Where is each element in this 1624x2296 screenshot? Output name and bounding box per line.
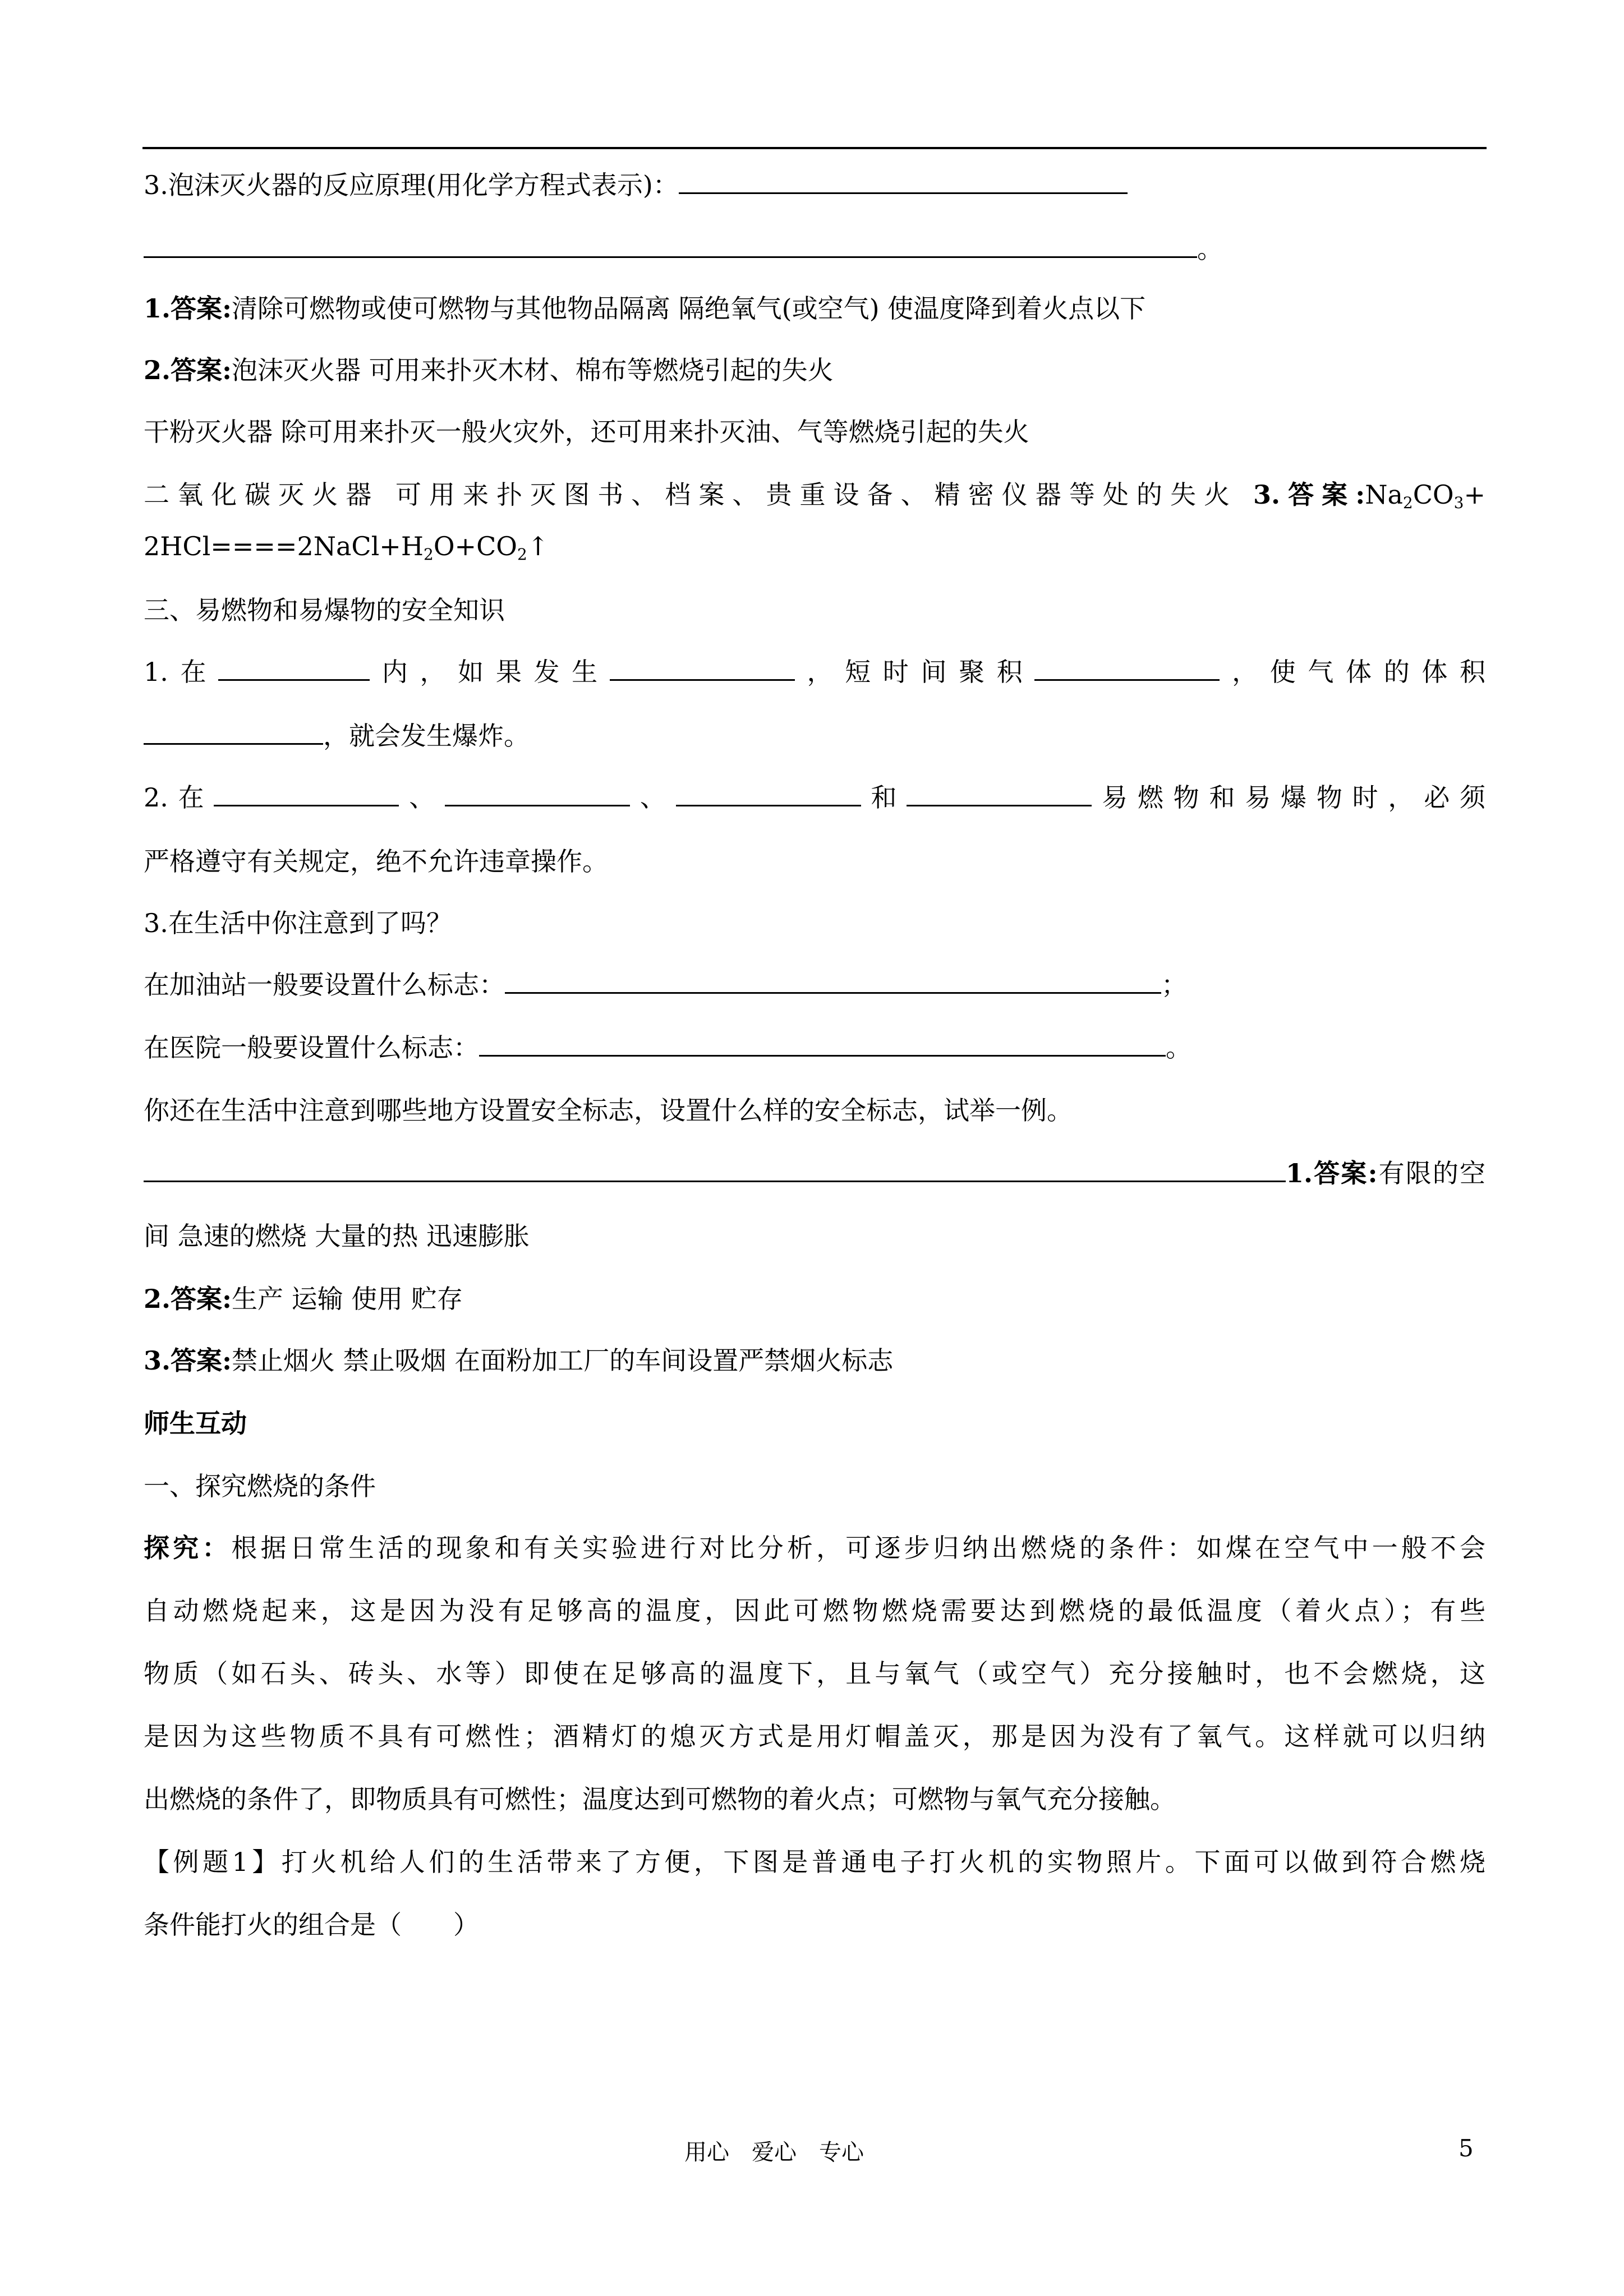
section-heading: 三、易燃物和易爆物的安全知识: [144, 595, 505, 625]
q3-title: 3.在生活中你注意到了吗？: [144, 908, 452, 938]
answer-blank[interactable]: [1034, 659, 1220, 681]
equation-line: $2HCl====2NaCl+H_2O+CO_2↑$: [144, 531, 549, 564]
example-question-continuation: 条件能打火的组合是（ ）: [144, 1910, 479, 1940]
explore-paragraph-line: 是因为这些物质不具有可燃性；酒精灯的熄灭方式是用灯帽盖灭，那是因为没有了氧气。这样就可以归纳: [144, 1721, 1485, 1751]
answer-label: 2.答案:: [144, 1284, 232, 1314]
q3-other-blank-and-answer-1: [144, 1156, 1485, 1190]
explore-paragraph-line: 出燃烧的条件了，即物质具有可燃性；温度达到可燃物的着火点；可燃物与氧气充分接触。: [144, 1784, 1176, 1814]
answer-text: 二氧化碳灭火器 可用来扑灭图书、档案、贵重设备、精密仪器等处的失火: [144, 480, 1238, 510]
answer-2: [144, 1282, 463, 1316]
footer-motto: 用心 爱心 专心: [684, 2140, 864, 2165]
answer-blank[interactable]: [479, 1035, 1166, 1057]
answer-2-co2: [144, 478, 1485, 520]
answer-blank[interactable]: [445, 785, 630, 806]
q3-continuation: [144, 232, 1223, 266]
answer-2: [144, 353, 834, 387]
answer-text: 清除可燃物或使可燃物与其他物品隔离 隔绝氧气(或空气) 使温度降到着火点以下: [232, 293, 1146, 324]
answer-blank[interactable]: [144, 723, 323, 745]
answer-blank[interactable]: [679, 172, 1128, 194]
q3-foam-extinguisher: [144, 168, 1128, 202]
answer-blank[interactable]: [505, 972, 1161, 994]
explore-label: 探究：: [144, 1533, 232, 1563]
answer-label: 1.答案:: [1286, 1158, 1378, 1188]
explore-paragraph-line: 物质（如石头、砖头、水等）即使在足够高的温度下，且与氧气（或空气）充分接触时，也不会燃烧，这: [144, 1658, 1485, 1689]
answer-text: 泡沫灭火器 可用来扑灭木材、棉布等燃烧引起的失火: [232, 355, 834, 385]
sub-heading: 一、探究燃烧的条件: [144, 1471, 376, 1501]
answer-text: 禁止烟火 禁止吸烟 在面粉加工厂的车间设置严禁烟火标志: [232, 1345, 894, 1376]
answer-text: 生产 运输 使用 贮存: [232, 1284, 463, 1314]
explore-paragraph-line: 探究：根据日常生活的现象和有关实验进行对比分析，可逐步归纳出燃烧的条件：如煤在空气中一般不会: [144, 1533, 1486, 1563]
answer-label: 3.答案:: [1253, 480, 1365, 510]
punctuation: 。: [1197, 234, 1223, 264]
q3-hospital: 在医院一般要设置什么标志： 。: [144, 1032, 1191, 1063]
example-question: 【例题1】打火机给人们的生活带来了方便，下图是普通电子打火机的实物照片。下面可以做到符合燃烧: [144, 1847, 1485, 1877]
answer-text: 干粉灭火器 除可用来扑灭一般火灾外，还可用来扑灭油、气等燃烧引起的失火: [144, 417, 1029, 447]
answer-blank[interactable]: [214, 785, 399, 806]
answer-blank[interactable]: [218, 659, 370, 681]
answer-blank[interactable]: [676, 785, 861, 806]
answer-label: 2.答案:: [144, 355, 232, 385]
answer-1: [144, 292, 1145, 325]
page-number: 5: [1459, 2134, 1474, 2162]
q2-handling: 2.在 、 、 和 易燃物和易爆物时，必须: [144, 782, 1486, 813]
answer-blank[interactable]: [610, 659, 795, 681]
answer-blank[interactable]: [907, 785, 1092, 806]
answer-label: 1.答案:: [144, 293, 232, 324]
header-rule: [142, 147, 1487, 149]
q3-gas-station: 在加油站一般要设置什么标志： ；: [144, 970, 1187, 1000]
equation-part: $Na_2CO_3+$: [1365, 480, 1485, 512]
q1-continuation: ，就会发生爆炸。: [144, 719, 530, 753]
q1-explosion: 1.在 内，如果发生 ，短时间聚积 ，使气体的体积: [144, 657, 1486, 687]
answer-3: [144, 1344, 893, 1377]
answer-1-continuation: 间 急速的燃烧 大量的热 迅速膨胀: [144, 1221, 530, 1251]
answer-label: 3.答案:: [144, 1345, 232, 1376]
question-text: 3.泡沫灭火器的反应原理(用化学方程式表示)：: [144, 170, 679, 200]
interaction-heading: 师生互动: [144, 1408, 247, 1439]
up-arrow-icon: ↑: [527, 531, 549, 561]
explore-paragraph-line: 自动燃烧起来，这是因为没有足够高的温度，因此可燃物燃烧需要达到燃烧的最低温度（着火点）；有些: [144, 1596, 1485, 1626]
answer-text: 有限的空: [1377, 1158, 1485, 1188]
answer-blank[interactable]: [144, 236, 1197, 258]
answer-2-dry-powder: [144, 415, 1029, 449]
q3-other-signs: 你还在生活中注意到哪些地方设置安全标志，设置什么样的安全标志，试举一例。: [144, 1095, 1073, 1126]
answer-blank[interactable]: [144, 1160, 1286, 1182]
q2-continuation: 严格遵守有关规定，绝不允许违章操作。: [144, 846, 608, 877]
